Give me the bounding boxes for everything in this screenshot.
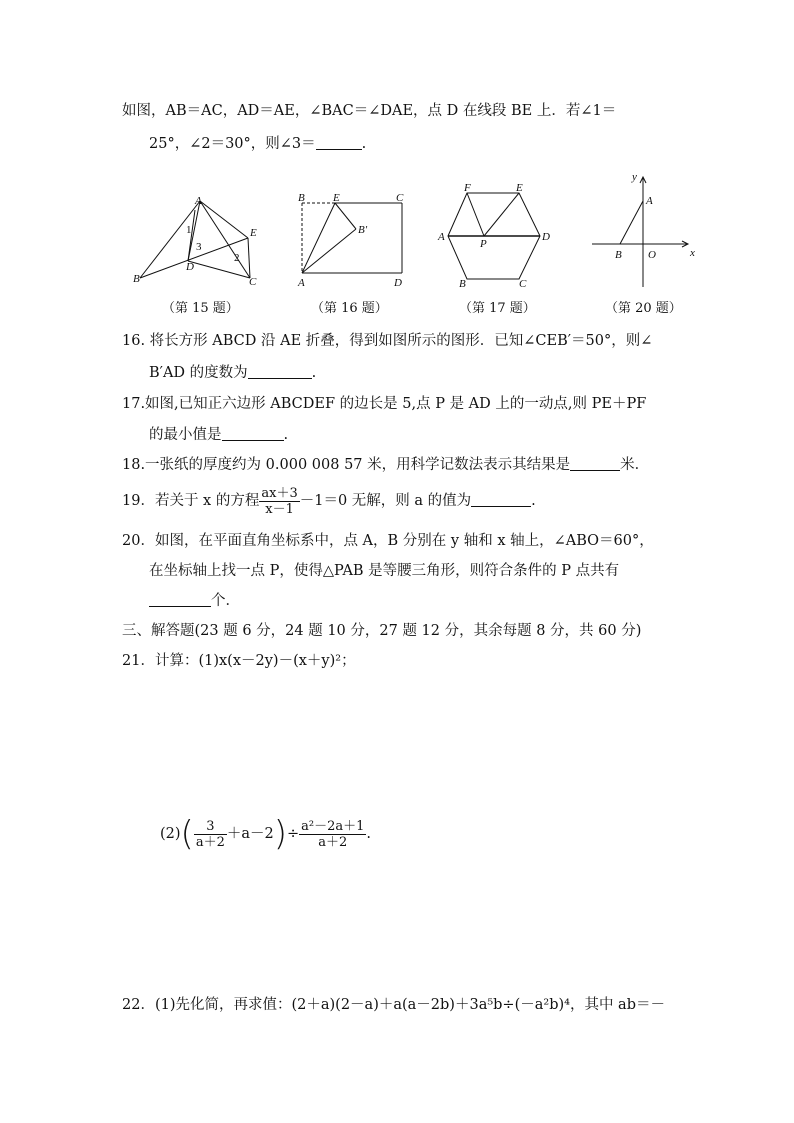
label-D16: D [394, 277, 402, 289]
answer-blank[interactable] [570, 456, 620, 471]
q18-line1: 18.一张纸的厚度约为 0.000 008 57 米，用科学记数法表示其结果是 米． [122, 457, 650, 473]
section-3-heading: 三、解答题(23 题 6 分，24 题 10 分，27 题 12 分，其余每题 8 分，共 60 分) [122, 623, 642, 639]
q19-fraction: $\frac{ax+3}{x-1}$ [261, 485, 298, 517]
q21-line1 [122, 651, 356, 671]
q17-line1 [122, 394, 646, 414]
q15-text2: 25°，∠2＝30°，则∠3＝ [149, 136, 316, 152]
q17-text: 17.如图,已知正六边形 ABCDEF 的边长是 5,点 P 是 AD 上的一动点,则 PE＋PF [122, 396, 647, 412]
q20-text: 20．如图，在平面直角坐标系中，点 A，B 分别在 y 轴和 x 轴上，∠ABO＝60°， [122, 533, 654, 549]
label-Bprime: B′ [358, 224, 368, 236]
caption-20: （第 20 题） [605, 301, 682, 316]
q19-text: 19．若关于 x 的方程 [122, 493, 260, 509]
label-3: 3 [196, 241, 202, 253]
label-A16: A [298, 277, 305, 289]
q18-text: 18.一张纸的厚度约为 0.000 008 57 米，用科学记数法表示其结果是 [122, 457, 571, 473]
q22-text: 22．(1)先化简，再求值：(2＋a)(2－a)＋a(a－2b)＋3a⁵b÷(－a²b)⁴，其中 ab＝－ [122, 997, 665, 1013]
figures-row [130, 165, 695, 295]
label-E17: E [516, 182, 523, 194]
answer-blank[interactable] [149, 592, 211, 607]
q17-text2: 的最小值是 [149, 427, 222, 443]
q17-line2: 的最小值是 . [149, 427, 289, 443]
label-B16: B [298, 192, 305, 204]
q20-line3: 个． [149, 591, 240, 611]
q16-text: 16. 将长方形 ABCD 沿 AE 折叠，得到如图所示的图形．已知∠CEB′＝50°，则∠ [122, 333, 653, 349]
caption-16: （第 16 题） [311, 301, 388, 316]
q21-text: 21．计算：(1)x(x－2y)－(x＋y)²； [122, 653, 356, 669]
label-C16: C [396, 192, 404, 204]
answer-blank[interactable] [471, 492, 531, 507]
answer-blank[interactable] [248, 364, 312, 379]
label-C: C [249, 276, 257, 288]
label-y: y [632, 171, 637, 183]
q20-line1 [122, 531, 654, 551]
answer-blank[interactable] [316, 135, 362, 150]
q21-part2: (2)( $\frac{3}{a+2}$ ＋a－2)÷ $\frac{\text{a²－2a＋1}}{a+2}$ . [160, 814, 372, 854]
label-O20: O [648, 249, 656, 261]
q15-line1 [122, 101, 616, 121]
q16-line1 [122, 331, 652, 351]
label-2: 2 [234, 252, 240, 264]
label-E: E [250, 227, 257, 239]
q22-line1 [122, 995, 665, 1015]
q15-text: 如图，AB＝AC，AD＝AE，∠BAC＝∠DAE，点 D 在线段 BE 上．若∠1＝ [122, 103, 617, 119]
label-x: x [690, 247, 695, 259]
label-C17: C [519, 278, 527, 290]
label-D17: D [542, 231, 550, 243]
label-A: A [195, 195, 202, 207]
q20-text2: 在坐标轴上找一点 P，使得△PAB 是等腰三角形，则符合条件的 P 点共有 [149, 563, 620, 579]
q21-fraction2: $\frac{\text{a²－2a＋1}}{a+2}$ [301, 818, 365, 850]
label-F17: F [464, 182, 471, 194]
label-P17: P [480, 238, 487, 250]
figure-16 [302, 203, 402, 273]
caption-15: （第 15 题） [162, 301, 239, 316]
figure-20 [592, 177, 688, 287]
label-B20: B [615, 249, 622, 261]
label-B: B [133, 273, 140, 285]
label-A20: A [646, 195, 653, 207]
figure-15 [140, 201, 250, 278]
label-E16: E [333, 192, 340, 204]
q21-fraction1: $\frac{3}{a+2}$ [195, 818, 225, 850]
q16-text2: B′AD 的度数为 [149, 365, 248, 381]
label-B17: B [459, 278, 466, 290]
figure-17 [448, 193, 540, 279]
q16-line2: B′AD 的度数为 . [149, 365, 317, 381]
caption-17: （第 17 题） [459, 301, 536, 316]
q20-line2 [149, 561, 619, 581]
label-D: D [186, 261, 194, 273]
label-1: 1 [186, 224, 192, 236]
label-A17: A [438, 231, 445, 243]
q15-line2: 25°，∠2＝30°，则∠3＝ . [149, 136, 367, 152]
q19-line1: 19．若关于 x 的方程 $\frac{ax+3}{x-1}$ －1＝0 无解，则 a 的值为 . [122, 485, 536, 517]
answer-blank[interactable] [222, 426, 284, 441]
